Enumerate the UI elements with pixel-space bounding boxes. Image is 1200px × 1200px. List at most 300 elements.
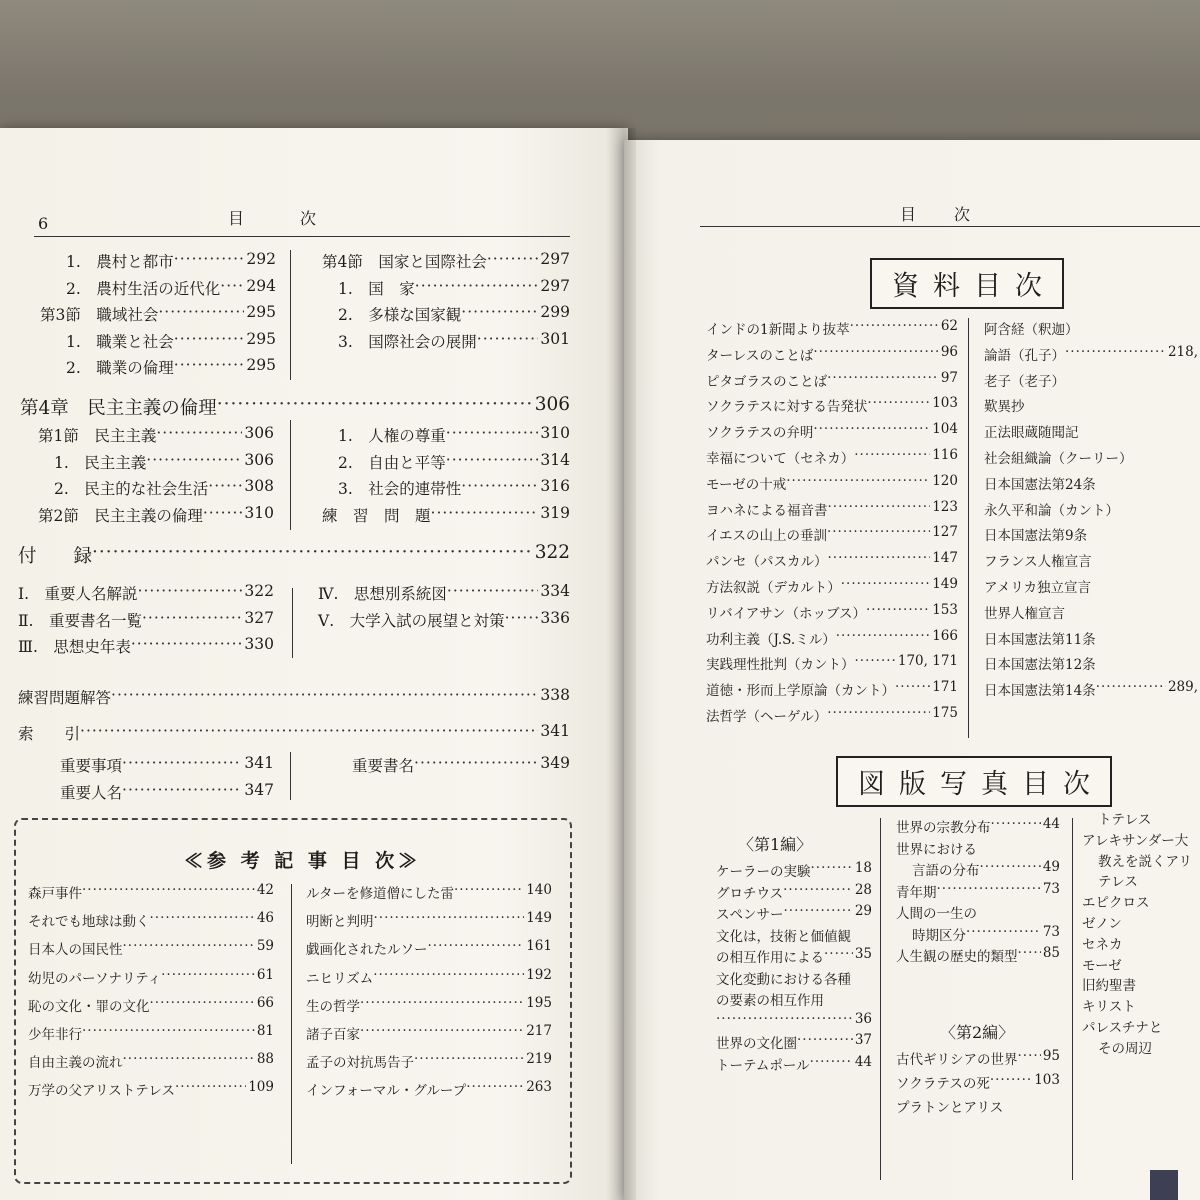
entry-label: トーテムポール xyxy=(716,1057,810,1074)
plates-title: 図版写真目次 xyxy=(836,756,1112,807)
entry-label: 索 引 xyxy=(18,725,81,743)
entry-label: リバイアサン（ホッブス） xyxy=(706,605,866,622)
leader-dots xyxy=(854,447,930,467)
entry-label: セネカ xyxy=(1082,936,1123,953)
entry-label: ニヒリズム xyxy=(306,970,374,987)
entry-page: 192 xyxy=(526,966,552,983)
entry-page: 306 xyxy=(244,450,274,469)
material-entry xyxy=(706,524,958,544)
entry-label: 自由主義の流れ xyxy=(28,1055,123,1072)
bookmark-ribbon xyxy=(1150,1170,1178,1200)
plate-entry xyxy=(716,903,872,923)
entry-page: 29 xyxy=(854,903,872,919)
entry-page: 37 xyxy=(854,1032,872,1048)
entry-page: 338 xyxy=(540,686,570,704)
leader-dots xyxy=(937,881,1041,901)
entry-label: 時期区分 xyxy=(912,927,966,944)
toc-entry xyxy=(60,754,274,776)
reference-entry xyxy=(306,995,552,1015)
toc-entry xyxy=(38,424,274,446)
entry-page: 170, 171 xyxy=(897,653,958,670)
leader-dots xyxy=(111,686,538,708)
entry-page: 140 xyxy=(526,882,552,898)
entry-page: 322 xyxy=(534,542,570,563)
page-number: 6 xyxy=(38,214,51,233)
toc-entry xyxy=(322,504,570,526)
leader-dots xyxy=(828,499,931,519)
leader-dots xyxy=(813,344,938,364)
leader-dots xyxy=(150,910,255,930)
plate-entry xyxy=(1082,829,1200,849)
entry-page: 103 xyxy=(932,395,958,412)
entry-page: 166 xyxy=(932,627,958,644)
right-header: 目 次 xyxy=(900,205,973,224)
entry-label: 旧約聖書 xyxy=(1082,978,1136,995)
material-entry xyxy=(984,653,1198,673)
entry-page: 327 xyxy=(244,608,274,627)
entry-page: 161 xyxy=(526,938,552,955)
leader-dots xyxy=(461,303,538,325)
entry-label: ヨハネによる福音書 xyxy=(706,502,828,519)
entry-page: 347 xyxy=(244,780,274,799)
entry-page: 109 xyxy=(248,1079,274,1096)
leader-dots xyxy=(415,277,539,299)
leader-dots xyxy=(824,946,853,966)
material-entry xyxy=(706,318,958,338)
entry-page: 46 xyxy=(256,910,274,927)
reference-title: ≪参 考 記 事 目 次≫ xyxy=(184,850,422,872)
entry-page: 322 xyxy=(244,582,274,600)
toc-entry xyxy=(338,330,570,352)
material-entry xyxy=(706,344,958,364)
entry-label: ターレスのことば xyxy=(706,347,814,364)
material-entry xyxy=(984,576,1198,596)
plate-entry xyxy=(896,838,1060,858)
reference-entry xyxy=(28,910,274,930)
entry-label: インドの1新聞より抜萃 xyxy=(706,322,850,338)
entry-label: 老子（老子） xyxy=(984,373,1065,390)
entry-label: 道徳・形而上学原論（カント） xyxy=(706,683,895,700)
right-header-rule xyxy=(700,226,1200,227)
toc-entry xyxy=(318,609,570,631)
entry-page: 116 xyxy=(932,447,958,463)
entry-label: モーゼの十戒 xyxy=(706,476,787,493)
entry-page: 35 xyxy=(854,946,872,962)
leader-dots xyxy=(786,473,930,493)
toc-entry xyxy=(66,330,276,352)
entry-label: 2. 多様な国家観 xyxy=(338,306,462,324)
entry-label: 3. 社会的連帯性 xyxy=(338,480,462,498)
entry-page: 295 xyxy=(246,303,276,321)
leader-dots xyxy=(466,1079,524,1099)
entry-page: 88 xyxy=(256,1051,274,1068)
entry-page: 73 xyxy=(1042,923,1060,940)
material-entry xyxy=(706,473,958,493)
leader-dots xyxy=(866,602,930,622)
entry-label: Ⅲ. 思想史年表 xyxy=(18,638,131,656)
entry-label: 人生観の歴史的類型 xyxy=(896,949,1018,965)
leader-dots xyxy=(990,1072,1032,1092)
entry-page: 314 xyxy=(540,450,570,469)
entry-page: 218, xyxy=(1167,343,1198,360)
entry-label: 阿含経（釈迦） xyxy=(984,322,1079,338)
material-entry xyxy=(706,705,958,725)
leader-dots xyxy=(841,576,930,596)
leader-dots xyxy=(150,995,255,1015)
leader-dots xyxy=(447,582,538,604)
material-entry xyxy=(706,550,958,570)
leader-dots xyxy=(414,754,538,776)
entry-page: 306 xyxy=(244,424,274,442)
entry-page: 149 xyxy=(526,910,552,927)
material-entry xyxy=(706,576,958,596)
leader-dots xyxy=(174,330,245,352)
book-gutter xyxy=(606,128,636,1200)
plate-entry xyxy=(716,946,872,966)
leader-dots xyxy=(867,395,930,415)
leader-dots xyxy=(855,653,896,673)
entry-page: 61 xyxy=(256,966,274,983)
leader-dots xyxy=(454,882,524,902)
entry-page: 219 xyxy=(526,1051,552,1068)
entry-label: 日本国憲法第24条 xyxy=(984,476,1096,493)
reference-entry xyxy=(306,1051,552,1071)
entry-label: ソクラテスに対する告発状 xyxy=(706,399,868,416)
entry-label: 森戸事件 xyxy=(28,886,82,902)
entry-page: 18 xyxy=(854,860,872,876)
part1-label: 〈第1編〉 xyxy=(738,835,813,854)
leader-dots xyxy=(174,356,245,378)
leader-dots xyxy=(827,524,930,544)
leader-dots xyxy=(80,722,538,744)
toc-entry xyxy=(40,303,276,325)
entry-page: 66 xyxy=(256,994,274,1011)
entry-page: 42 xyxy=(256,882,274,898)
entry-page: 85 xyxy=(1042,945,1060,961)
leader-dots xyxy=(92,542,533,568)
toc-entry xyxy=(338,451,570,473)
column-divider xyxy=(290,752,291,800)
entry-label: 文化は，技術と価値観 xyxy=(716,928,851,945)
entry-label: 第1節 民主主義 xyxy=(38,427,157,445)
leader-dots xyxy=(82,1023,255,1043)
entry-label: 重要書名 xyxy=(352,757,415,775)
entry-page: 97 xyxy=(940,369,958,386)
entry-label: 孟子の対抗馬告子 xyxy=(306,1055,414,1072)
entry-page: 330 xyxy=(244,635,274,653)
entry-page: 81 xyxy=(256,1023,274,1039)
entry-page: 297 xyxy=(540,250,570,268)
material-entry xyxy=(984,679,1198,699)
entry-label: 2. 農村生活の近代化 xyxy=(66,279,221,298)
entry-page: 341 xyxy=(244,754,274,772)
toc-entry xyxy=(60,781,274,803)
leader-dots xyxy=(373,967,524,987)
entry-label: 実践理性批判（カント） xyxy=(706,657,855,674)
plate-entry xyxy=(896,1096,1060,1116)
leader-dots xyxy=(360,995,524,1015)
reference-entry xyxy=(306,1023,552,1043)
toc-entry xyxy=(338,277,570,299)
toc-entry xyxy=(338,477,570,499)
entry-page: 127 xyxy=(932,524,958,541)
entry-page: 44 xyxy=(854,1053,872,1070)
leader-dots xyxy=(813,421,930,441)
toc-entry xyxy=(352,754,570,776)
entry-label: 正法眼蔵随聞記 xyxy=(984,425,1079,442)
plate-entry xyxy=(896,816,1060,836)
leader-dots xyxy=(487,250,539,272)
material-entry xyxy=(706,395,958,415)
entry-page: 289, xyxy=(1167,679,1198,696)
entry-label: 第3節 職域社会 xyxy=(40,306,159,324)
entry-page: 175 xyxy=(932,705,958,721)
column-divider xyxy=(968,318,969,738)
leader-dots xyxy=(477,330,539,352)
material-entry xyxy=(706,421,958,441)
plate-entry xyxy=(896,945,1060,965)
entry-label: の要素の相互作用 xyxy=(716,993,824,1009)
entry-page: 316 xyxy=(540,477,570,495)
material-entry xyxy=(984,473,1198,493)
material-entry xyxy=(984,628,1198,648)
leader-dots xyxy=(895,679,930,699)
entry-page: 123 xyxy=(932,498,958,515)
entry-label: 幸福について（セネカ） xyxy=(706,451,855,467)
entry-label: 生の哲学 xyxy=(306,998,360,1015)
entry-label: アメリカ独立宣言 xyxy=(984,580,1092,596)
entry-label: 日本国憲法第12条 xyxy=(984,657,1096,674)
entry-label: 方法叙説（デカルト） xyxy=(706,580,841,596)
entry-label: ソクラテスの弁明 xyxy=(706,425,814,442)
entry-label: 歎異抄 xyxy=(984,399,1025,416)
leader-dots xyxy=(158,303,244,325)
entry-label: 万学の父アリストテレス xyxy=(28,1083,176,1100)
entry-page: 147 xyxy=(932,550,958,567)
plate-entry xyxy=(1082,954,1200,974)
entry-label: 世界における xyxy=(896,841,977,858)
entry-label: ゼノン xyxy=(1082,916,1122,932)
entry-label: 教えを説くアリ xyxy=(1098,853,1192,870)
leader-dots xyxy=(431,504,539,526)
plate-entry xyxy=(716,925,872,945)
entry-label: 練習問題解答 xyxy=(18,689,112,707)
entry-page: 308 xyxy=(244,477,274,495)
leader-dots xyxy=(414,1051,524,1071)
entry-page: 295 xyxy=(246,329,276,348)
toc-entry xyxy=(338,303,570,325)
entry-label: キリスト xyxy=(1082,999,1136,1016)
plate-entry xyxy=(1098,808,1200,828)
leader-dots xyxy=(716,1011,853,1027)
entry-label: 青年期 xyxy=(896,884,937,901)
entry-label: Ⅳ. 思想別系統図 xyxy=(318,585,447,603)
entry-label: 日本人の国民性 xyxy=(28,942,123,959)
entry-label: 1. 国 家 xyxy=(338,279,415,298)
entry-page: 310 xyxy=(244,503,274,522)
entry-page: 44 xyxy=(1042,816,1060,832)
entry-label: 永久平和論（カント） xyxy=(984,502,1119,519)
toc-entry xyxy=(66,250,276,272)
entry-page: 103 xyxy=(1034,1072,1060,1088)
entry-label: 第2節 民主主義の倫理 xyxy=(38,506,203,525)
entry-label: Ⅱ. 重要書名一覧 xyxy=(18,611,142,630)
leader-dots xyxy=(991,816,1041,836)
reference-entry xyxy=(28,882,274,902)
leader-dots xyxy=(810,1054,853,1074)
entry-label: 法哲学（ヘーゲル） xyxy=(706,709,828,725)
entry-label: ソクラテスの死 xyxy=(896,1076,990,1092)
plate-entry xyxy=(716,1032,872,1052)
entry-label: 練 習 問 題 xyxy=(322,506,431,525)
toc-entry xyxy=(54,451,274,473)
reference-entry xyxy=(306,938,552,958)
leader-dots xyxy=(123,938,255,958)
entry-label: 諸子百家 xyxy=(306,1027,360,1043)
entry-page: 195 xyxy=(526,994,552,1011)
plate-entry xyxy=(1082,891,1200,911)
entry-label: 重要人名 xyxy=(60,783,123,802)
appendix-entry xyxy=(18,542,570,568)
entry-label: プラトンとアリス xyxy=(896,1100,1004,1116)
leader-dots xyxy=(161,967,255,987)
entry-label: エピクロス xyxy=(1082,895,1150,912)
column-divider xyxy=(880,818,881,1180)
leader-dots xyxy=(836,628,931,648)
column-divider xyxy=(291,884,292,1164)
reference-entry xyxy=(306,967,552,987)
toc-entry xyxy=(18,582,274,604)
material-entry xyxy=(706,628,958,648)
leader-dots xyxy=(428,938,525,958)
column-divider xyxy=(290,250,291,380)
material-entry xyxy=(706,653,958,673)
entry-label: 第4節 国家と国際社会 xyxy=(322,253,487,271)
entry-label: 1. 民主主義 xyxy=(54,453,147,472)
leader-dots xyxy=(784,903,853,923)
entry-label: 幼児のパーソナリティ xyxy=(28,970,162,987)
plate-entry xyxy=(1098,850,1200,870)
entry-page: 297 xyxy=(540,276,570,295)
leader-dots xyxy=(966,924,1041,944)
entry-label: Ⅴ. 大学入試の展望と対策 xyxy=(318,611,505,630)
plate-entry xyxy=(896,1072,1060,1092)
material-entry xyxy=(984,370,1198,390)
leader-dots xyxy=(131,635,243,657)
entry-label: 重要事項 xyxy=(60,757,123,775)
leader-dots xyxy=(122,754,242,776)
material-entry xyxy=(706,370,958,390)
entry-label: グロチウス xyxy=(716,885,784,902)
leader-dots xyxy=(783,882,853,902)
material-entry xyxy=(706,499,958,519)
plate-entry xyxy=(1098,1037,1200,1057)
material-entry xyxy=(984,499,1198,519)
toc-entry xyxy=(18,609,274,631)
entry-label: 1. 職業と社会 xyxy=(66,332,174,351)
material-entry xyxy=(984,395,1198,415)
entry-label: その周辺 xyxy=(1098,1040,1152,1057)
reference-entry xyxy=(28,1023,274,1043)
leader-dots xyxy=(175,1079,246,1099)
plate-entry xyxy=(1082,933,1200,953)
entry-label: 少年非行 xyxy=(28,1027,82,1043)
plate-entry xyxy=(1082,912,1200,932)
entry-page: 341 xyxy=(540,722,570,740)
material-entry xyxy=(984,550,1198,570)
entry-label: 世界の文化圏 xyxy=(716,1036,797,1052)
entry-page: 295 xyxy=(246,356,276,374)
material-entry xyxy=(984,524,1198,544)
entry-label: インフォーマル・グループ xyxy=(306,1083,467,1100)
material-entry xyxy=(706,679,958,699)
entry-label: スペンサー xyxy=(716,907,784,923)
toc-entry xyxy=(322,250,570,272)
entry-label: ケーラーの実験 xyxy=(716,864,811,880)
reference-entry xyxy=(306,1079,552,1099)
entry-label: Ⅰ. 重要人名解説 xyxy=(18,585,138,603)
entry-page: 62 xyxy=(940,318,958,334)
reference-entry xyxy=(28,1051,274,1071)
leader-dots xyxy=(360,1023,524,1043)
toc-entry xyxy=(18,635,274,657)
entry-label: それでも地球は動く xyxy=(28,914,150,931)
entry-page: 28 xyxy=(854,881,872,898)
header-rule xyxy=(34,236,570,237)
material-entry xyxy=(984,447,1198,467)
entry-label: 世界人権宣言 xyxy=(984,605,1065,622)
entry-page: 299 xyxy=(540,303,570,321)
plate-entry xyxy=(1082,995,1200,1015)
plate-entry xyxy=(716,860,872,880)
entry-label: 戯画化されたルソー xyxy=(306,942,428,959)
plate-entry xyxy=(716,882,872,902)
leader-dots xyxy=(850,318,939,338)
material-entry xyxy=(984,421,1198,441)
plate-entry xyxy=(896,1048,1060,1068)
entry-label: 2. 職業の倫理 xyxy=(66,359,174,377)
entry-page: 310 xyxy=(540,424,570,442)
entry-label: 言語の分布 xyxy=(912,863,980,879)
entry-label: 論語（孔子） xyxy=(984,347,1065,364)
entry-label: ルターを修道僧にした雷 xyxy=(306,886,454,902)
entry-page: 349 xyxy=(540,754,570,772)
entry-page: 95 xyxy=(1042,1048,1060,1064)
chapter-entry xyxy=(20,394,570,420)
entry-label: トテレス xyxy=(1098,812,1152,828)
leader-dots xyxy=(505,609,539,631)
leader-dots xyxy=(208,477,242,499)
entry-label: イエスの山上の垂訓 xyxy=(706,528,827,545)
material-entry xyxy=(706,602,958,622)
entry-page: 336 xyxy=(540,608,570,627)
leader-dots xyxy=(797,1032,853,1052)
entry-label: 古代ギリシアの世界 xyxy=(896,1052,1018,1068)
entry-label: 2. 民主的な社会生活 xyxy=(54,480,209,498)
reference-entry xyxy=(28,967,274,987)
leader-dots xyxy=(138,582,243,604)
entry-page: 334 xyxy=(540,582,570,600)
entry-label: 世界の宗教分布 xyxy=(896,820,991,836)
plate-entry xyxy=(716,989,872,1009)
column-divider xyxy=(292,588,293,658)
entry-label: 日本国憲法第14条 xyxy=(984,683,1096,700)
material-entry xyxy=(984,344,1198,364)
entry-label: 1. 農村と都市 xyxy=(66,253,174,271)
entry-page: 59 xyxy=(256,938,274,955)
plate-entry xyxy=(1082,1016,1200,1036)
material-entry xyxy=(984,602,1198,622)
